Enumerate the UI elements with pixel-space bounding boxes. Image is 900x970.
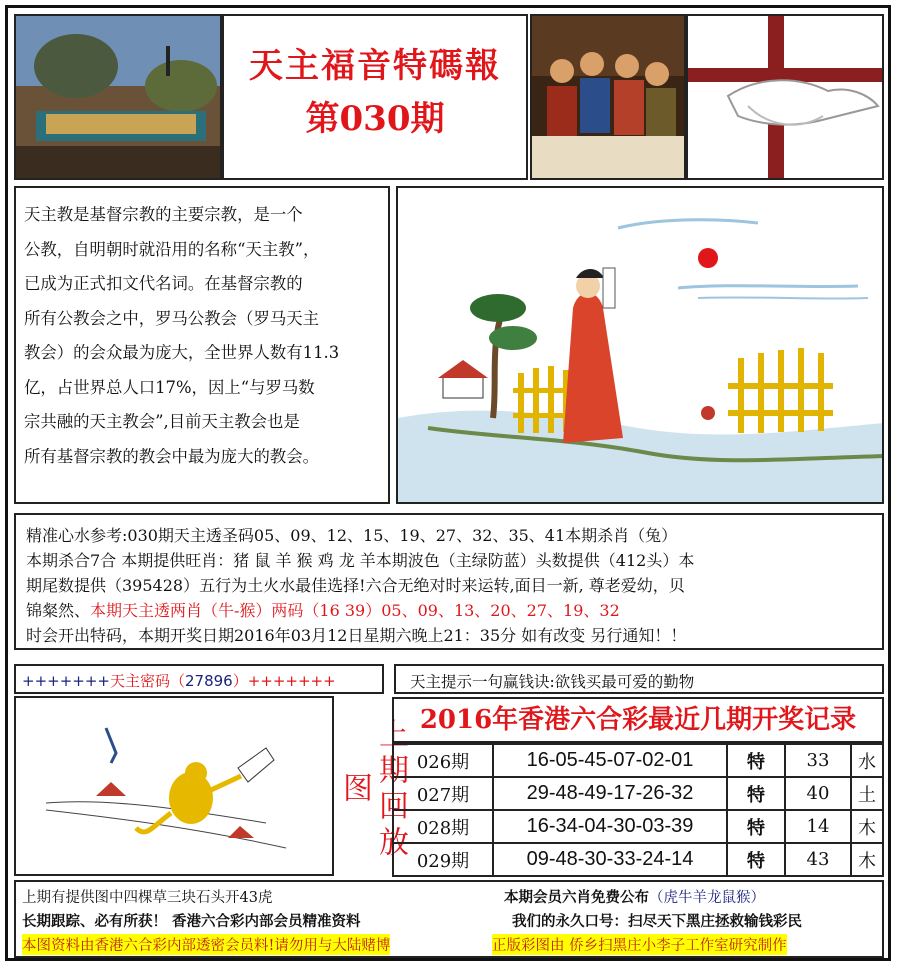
element-cell: 木	[851, 810, 883, 843]
intro-line-1: 天主教是基督宗教的主要宗教，是一个	[24, 205, 303, 224]
bottom-line-2-left: 长期跟踪、必有所获！ 香港六合彩内部会员精准资料	[22, 913, 361, 930]
special-label-cell: 特	[727, 843, 785, 876]
free-zodiac-label: 本期会员六肖免费公布	[504, 889, 649, 906]
numbers-cell: 09-48-30-33-24-14	[493, 843, 727, 876]
code-prefix: +++++++	[22, 672, 110, 690]
bottom-line-3-right: 正版彩图由 侨乡扫黑庄小李子工作室研究制作	[492, 934, 787, 955]
element-cell: 木	[851, 843, 883, 876]
special-label-cell: 特	[727, 777, 785, 810]
intro-line-5: 教会）的会众最为庞大，全世界人数有11.3	[24, 343, 340, 362]
reference-highlight: 本期天主透两肖（牛-猴）两码（16 39）05、09、13、20、27、19、32	[90, 601, 620, 620]
intro-line-6: 亿，占世界总人口17%，因上“与罗马数	[24, 377, 315, 397]
newspaper-title: 天主福音特碼報	[249, 46, 501, 86]
intro-text-box	[14, 186, 390, 504]
tip-box	[394, 664, 884, 694]
special-number-cell: 40	[785, 777, 851, 810]
issue-cell: 028期	[393, 810, 493, 843]
intro-line-7: 宗共融的天主教会”,目前天主教会也是	[24, 412, 300, 431]
secret-code-box	[14, 664, 384, 694]
title-block	[222, 14, 528, 180]
cross-dove-image	[686, 14, 884, 180]
reference-line-4	[26, 598, 872, 623]
reference-line-3: 期尾数提供（395428）五行为土火水最佳选择!六合无绝对时来运转,面目一新, 尊老爱幼，贝	[26, 576, 685, 595]
records-title: 2016年香港六合彩最近几期开奖记录	[392, 697, 884, 743]
reference-line-2: 本期杀合7合 本期提供旺肖：猪 鼠 羊 猴 鸡 龙 羊本期波色（主绿防蓝）头数提供（412头）本	[26, 551, 695, 570]
table-row	[393, 810, 883, 843]
secret-code: 27896	[185, 672, 233, 690]
reference-line-1: 精准心水参考:030期天主透圣码05、09、12、15、19、27、32、35、41本期杀肖（兔）	[26, 526, 678, 545]
reference-box	[14, 513, 884, 650]
special-number-cell: 43	[785, 843, 851, 876]
numbers-cell: 29-48-49-17-26-32	[493, 777, 727, 810]
issue-cell: 026期	[393, 744, 493, 777]
special-label-cell: 特	[727, 810, 785, 843]
intro-line-3: 已成为正式扣文代名词。在基督宗教的	[24, 274, 303, 293]
intro-line-4: 所有公教会之中，罗马公教会（罗马天主	[24, 308, 320, 328]
table-row	[393, 777, 883, 810]
records-table	[392, 743, 884, 877]
code-suffix: ）+++++++	[232, 672, 336, 690]
reference-line-5: 时会开出特码，本期开奖日期2016年03月12日星期六晚上21：35分 如有改变 另行通知！！	[26, 626, 687, 645]
special-number-cell: 33	[785, 744, 851, 777]
bottom-line-1-left: 上期有提供图中四棵草三块石头开43虎	[22, 890, 273, 906]
bottom-line-2-right: 我们的永久口号：扫尽天下黑庄拯救输钱彩民	[512, 913, 802, 930]
cathedral-image	[14, 14, 222, 180]
special-label-cell: 特	[727, 744, 785, 777]
bottom-line-1-right	[504, 886, 765, 907]
tip-text: 天主提示一句赢钱诀:欲钱买最可爱的勤物	[410, 673, 695, 691]
numbers-cell: 16-05-45-07-02-01	[493, 744, 727, 777]
numbers-cell: 16-34-04-30-03-39	[493, 810, 727, 843]
monkey-illustration	[14, 696, 334, 876]
bottom-notes	[14, 880, 884, 958]
special-number-cell: 14	[785, 810, 851, 843]
reference-line-4-prefix: 锦粲然、	[26, 601, 91, 620]
scholar-illustration	[396, 186, 884, 504]
table-row	[393, 744, 883, 777]
bottom-line-3-left: 本图资料由香港六合彩内部透密会员料!请勿用与大陆赌博	[22, 934, 390, 955]
issue-number: 第030期	[305, 99, 445, 139]
free-zodiac-list: （虎牛羊龙鼠猴）	[649, 890, 765, 906]
recall-text: 上期回放图	[337, 718, 408, 862]
last-issue-recall-label	[336, 696, 408, 876]
intro-line-8: 所有基督宗教的教会中最为庞大的教会。	[24, 446, 320, 466]
intro-line-2: 公教，自明朝时就沿用的名称“天主教”，	[24, 239, 320, 259]
last-supper-image	[530, 14, 686, 180]
issue-cell: 029期	[393, 843, 493, 876]
element-cell: 水	[851, 744, 883, 777]
code-label: 天主密码（	[109, 672, 185, 690]
element-cell: 土	[851, 777, 883, 810]
table-row	[393, 843, 883, 876]
issue-cell: 027期	[393, 777, 493, 810]
